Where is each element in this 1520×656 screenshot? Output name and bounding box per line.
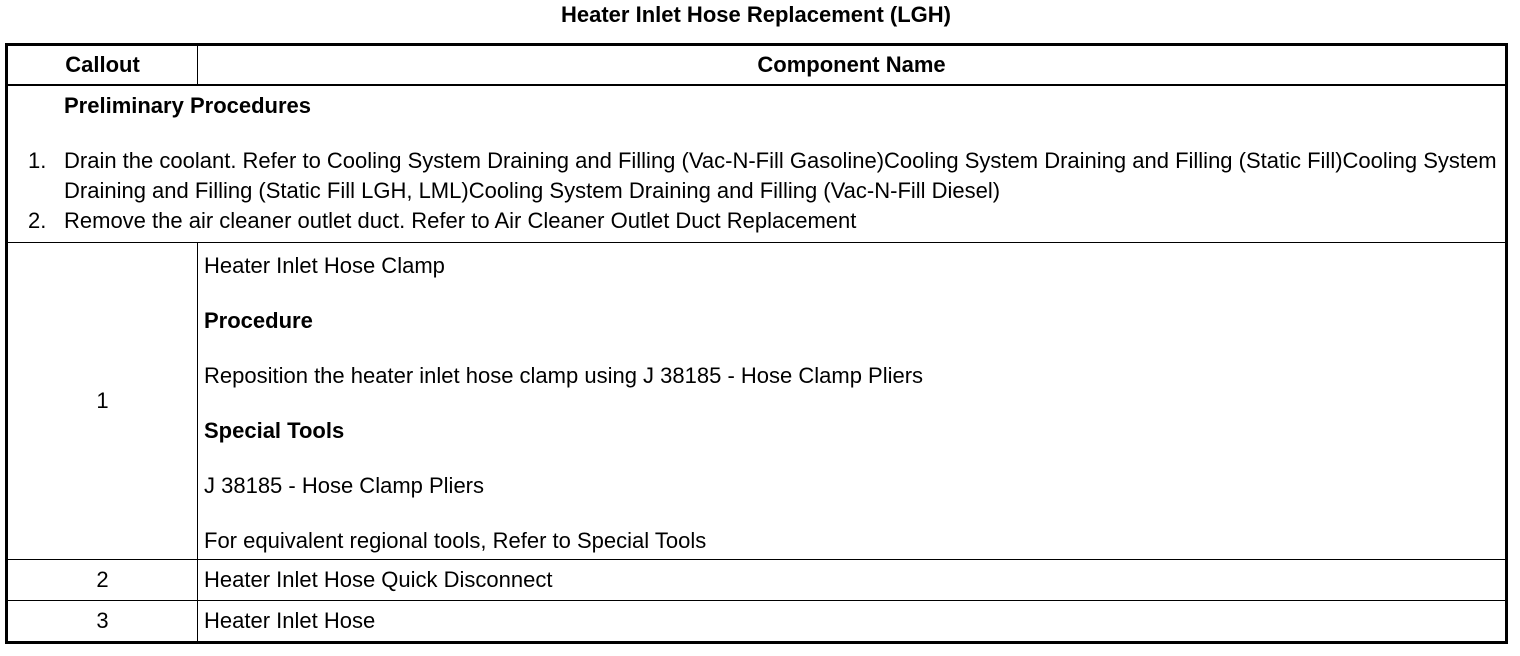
- step-text: Remove the air cleaner outlet duct. Refer to Air Cleaner Outlet Duct Replacement: [64, 208, 857, 233]
- table-row: [7, 601, 1507, 643]
- page-title: Heater Inlet Hose Replacement (LGH): [561, 2, 951, 27]
- callout-cell: 1: [7, 243, 198, 560]
- special-tools-text: J 38185 - Hose Clamp Pliers: [204, 473, 485, 498]
- special-tools-heading: Special Tools: [204, 418, 345, 443]
- step-number: 2.: [28, 208, 47, 233]
- preliminary-step: [28, 206, 1497, 236]
- component-name-cell: Heater Inlet Hose Quick Disconnect: [198, 560, 1507, 601]
- preliminary-procedures-heading: Preliminary Procedures: [64, 93, 312, 118]
- procedure-text: Reposition the heater inlet hose clamp using J 38185 - Hose Clamp Pliers: [204, 363, 924, 388]
- preliminary-steps-list: [28, 146, 1497, 236]
- preliminary-step: [28, 146, 1497, 206]
- procedure-heading: Procedure: [204, 308, 313, 333]
- component-name-cell: [198, 243, 1507, 560]
- callout-column-header: Callout: [7, 45, 198, 86]
- component-name: Heater Inlet Hose Clamp: [204, 253, 445, 278]
- component-name-cell: Heater Inlet Hose: [198, 601, 1507, 643]
- callout-cell: 3: [7, 601, 198, 643]
- table-row: [7, 243, 1507, 560]
- table-row: [7, 560, 1507, 601]
- preliminary-procedures-row: [7, 85, 1507, 243]
- regional-tools-note: For equivalent regional tools, Refer to Special Tools: [204, 528, 707, 553]
- step-number: 1.: [28, 148, 47, 173]
- component-name-column-header: Component Name: [198, 45, 1507, 86]
- table-header-row: [7, 45, 1507, 86]
- preliminary-procedures-cell: [7, 85, 1507, 243]
- callout-cell: 2: [7, 560, 198, 601]
- component-table: [5, 43, 1508, 644]
- step-text: Drain the coolant. Refer to Cooling System Draining and Filling (Vac-N-Fill Gasoline)Cooling System Draining and Filling (Static Fill)Cooling System Draining and Filling (Static Fill LGH, LML)Cooling System Draining and Filling (Vac-N-Fill Diesel): [64, 148, 1497, 203]
